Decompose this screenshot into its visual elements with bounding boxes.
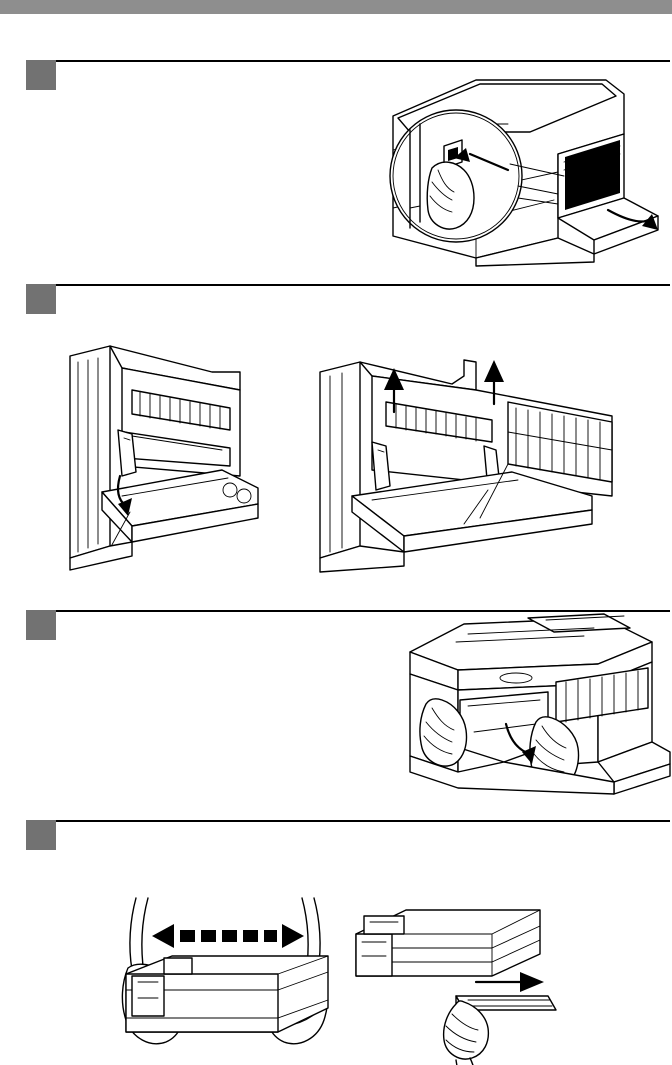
step-4: [0, 820, 672, 1060]
step-3-marker: [26, 610, 56, 640]
step-1: [0, 60, 672, 272]
step-2: [0, 284, 672, 598]
figure-remove-sealing-strip: [352, 900, 572, 1060]
figure-raise-fuser-levers: [312, 346, 652, 576]
step-2-marker: [26, 284, 56, 314]
figure-lower-fuser-levers: [62, 346, 262, 576]
step-4-divider: [26, 820, 670, 822]
step-1-marker: [26, 60, 56, 90]
step-4-marker: [26, 820, 56, 850]
page-header-bar: [0, 0, 672, 14]
step-3: [0, 610, 672, 810]
figure-open-front-cover: [398, 612, 672, 802]
figure-rock-toner-cartridge: [118, 898, 338, 1058]
step-2-divider: [26, 284, 670, 286]
figure-open-rear-cover: [358, 58, 668, 270]
